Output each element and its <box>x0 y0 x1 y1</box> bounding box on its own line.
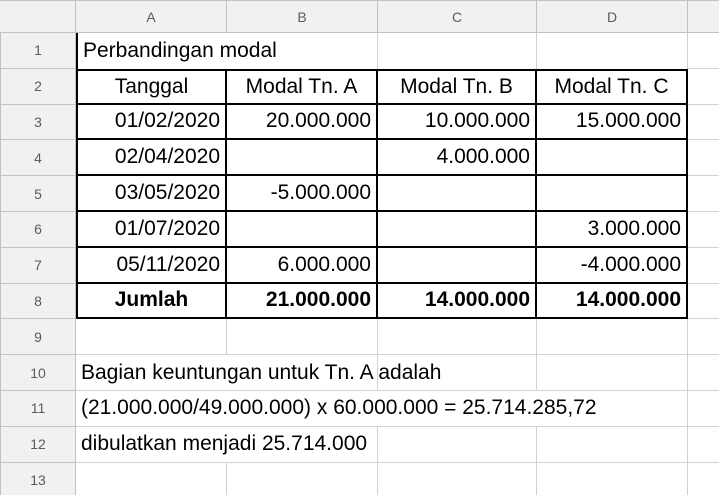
cell-C3[interactable]: 10.000.000 <box>378 105 537 141</box>
cell-A11[interactable]: (21.000.000/49.000.000) x 60.000.000 = 25.714.285,72 <box>76 391 227 427</box>
row-header-13[interactable]: 13 <box>0 463 76 495</box>
cell-E1[interactable] <box>688 33 719 69</box>
row-header-7[interactable]: 7 <box>0 248 76 284</box>
cell-C13[interactable] <box>378 463 537 495</box>
cell-A6[interactable]: 01/07/2020 <box>76 212 227 248</box>
row-header-12[interactable]: 12 <box>0 427 76 463</box>
cell-D10[interactable] <box>537 355 688 391</box>
cell-C5[interactable] <box>378 176 537 212</box>
column-header-A[interactable]: A <box>76 0 227 33</box>
cell-D4[interactable] <box>537 140 688 176</box>
cell-E2[interactable] <box>688 69 719 105</box>
cell-D2[interactable]: Modal Tn. C <box>537 69 688 105</box>
column-header-D[interactable]: D <box>537 0 688 33</box>
cell-E12[interactable] <box>688 427 719 463</box>
cell-A2[interactable]: Tanggal <box>76 69 227 105</box>
cell-C9[interactable] <box>378 319 537 355</box>
cell-B6[interactable] <box>227 212 378 248</box>
row-header-6[interactable]: 6 <box>0 212 76 248</box>
cell-A1[interactable]: Perbandingan modal <box>76 33 227 69</box>
column-header-E-partial[interactable] <box>688 0 719 33</box>
row-header-9[interactable]: 9 <box>0 319 76 355</box>
cell-B2[interactable]: Modal Tn. A <box>227 69 378 105</box>
cell-A10[interactable]: Bagian keuntungan untuk Tn. A adalah <box>76 355 227 391</box>
cell-E9[interactable] <box>688 319 719 355</box>
row-header-2[interactable]: 2 <box>0 69 76 105</box>
cell-D5[interactable] <box>537 176 688 212</box>
row-header-10[interactable]: 10 <box>0 355 76 391</box>
cell-C1[interactable] <box>378 33 537 69</box>
cell-D12[interactable] <box>537 427 688 463</box>
cell-D3[interactable]: 15.000.000 <box>537 105 688 141</box>
cell-A3[interactable]: 01/02/2020 <box>76 105 227 141</box>
cell-E5[interactable] <box>688 176 719 212</box>
cell-C7[interactable] <box>378 248 537 284</box>
cell-D7[interactable]: -4.000.000 <box>537 248 688 284</box>
cell-A7[interactable]: 05/11/2020 <box>76 248 227 284</box>
cell-A8[interactable]: Jumlah <box>76 284 227 320</box>
cell-A13[interactable] <box>76 463 227 495</box>
cell-E4[interactable] <box>688 140 719 176</box>
row-header-5[interactable]: 5 <box>0 176 76 212</box>
cell-B8[interactable]: 21.000.000 <box>227 284 378 320</box>
row-header-8[interactable]: 8 <box>0 284 76 320</box>
column-header-B[interactable]: B <box>227 0 378 33</box>
cell-D1[interactable] <box>537 33 688 69</box>
row-header-4[interactable]: 4 <box>0 140 76 176</box>
cell-E8[interactable] <box>688 284 719 320</box>
cell-A5[interactable]: 03/05/2020 <box>76 176 227 212</box>
cell-C12[interactable] <box>378 427 537 463</box>
cell-B4[interactable] <box>227 140 378 176</box>
cell-C6[interactable] <box>378 212 537 248</box>
row-header-11[interactable]: 11 <box>0 391 76 427</box>
cell-E3[interactable] <box>688 105 719 141</box>
cell-A12[interactable]: dibulatkan menjadi 25.714.000 <box>76 427 227 463</box>
cell-C4[interactable]: 4.000.000 <box>378 140 537 176</box>
cell-E10[interactable] <box>688 355 719 391</box>
cell-D13[interactable] <box>537 463 688 495</box>
cell-D6[interactable]: 3.000.000 <box>537 212 688 248</box>
cell-C2[interactable]: Modal Tn. B <box>378 69 537 105</box>
cell-B7[interactable]: 6.000.000 <box>227 248 378 284</box>
cell-E6[interactable] <box>688 212 719 248</box>
cell-A4[interactable]: 02/04/2020 <box>76 140 227 176</box>
cell-E11[interactable] <box>688 391 719 427</box>
cell-B13[interactable] <box>227 463 378 495</box>
cell-E13[interactable] <box>688 463 719 495</box>
row-header-3[interactable]: 3 <box>0 105 76 141</box>
cell-D9[interactable] <box>537 319 688 355</box>
cell-E7[interactable] <box>688 248 719 284</box>
row-header-1[interactable]: 1 <box>0 33 76 69</box>
select-all-corner[interactable] <box>0 0 76 33</box>
cell-D8[interactable]: 14.000.000 <box>537 284 688 320</box>
cell-A9[interactable] <box>76 319 227 355</box>
column-header-C[interactable]: C <box>378 0 537 33</box>
cell-B9[interactable] <box>227 319 378 355</box>
cell-B5[interactable]: -5.000.000 <box>227 176 378 212</box>
cell-C8[interactable]: 14.000.000 <box>378 284 537 320</box>
cell-B3[interactable]: 20.000.000 <box>227 105 378 141</box>
